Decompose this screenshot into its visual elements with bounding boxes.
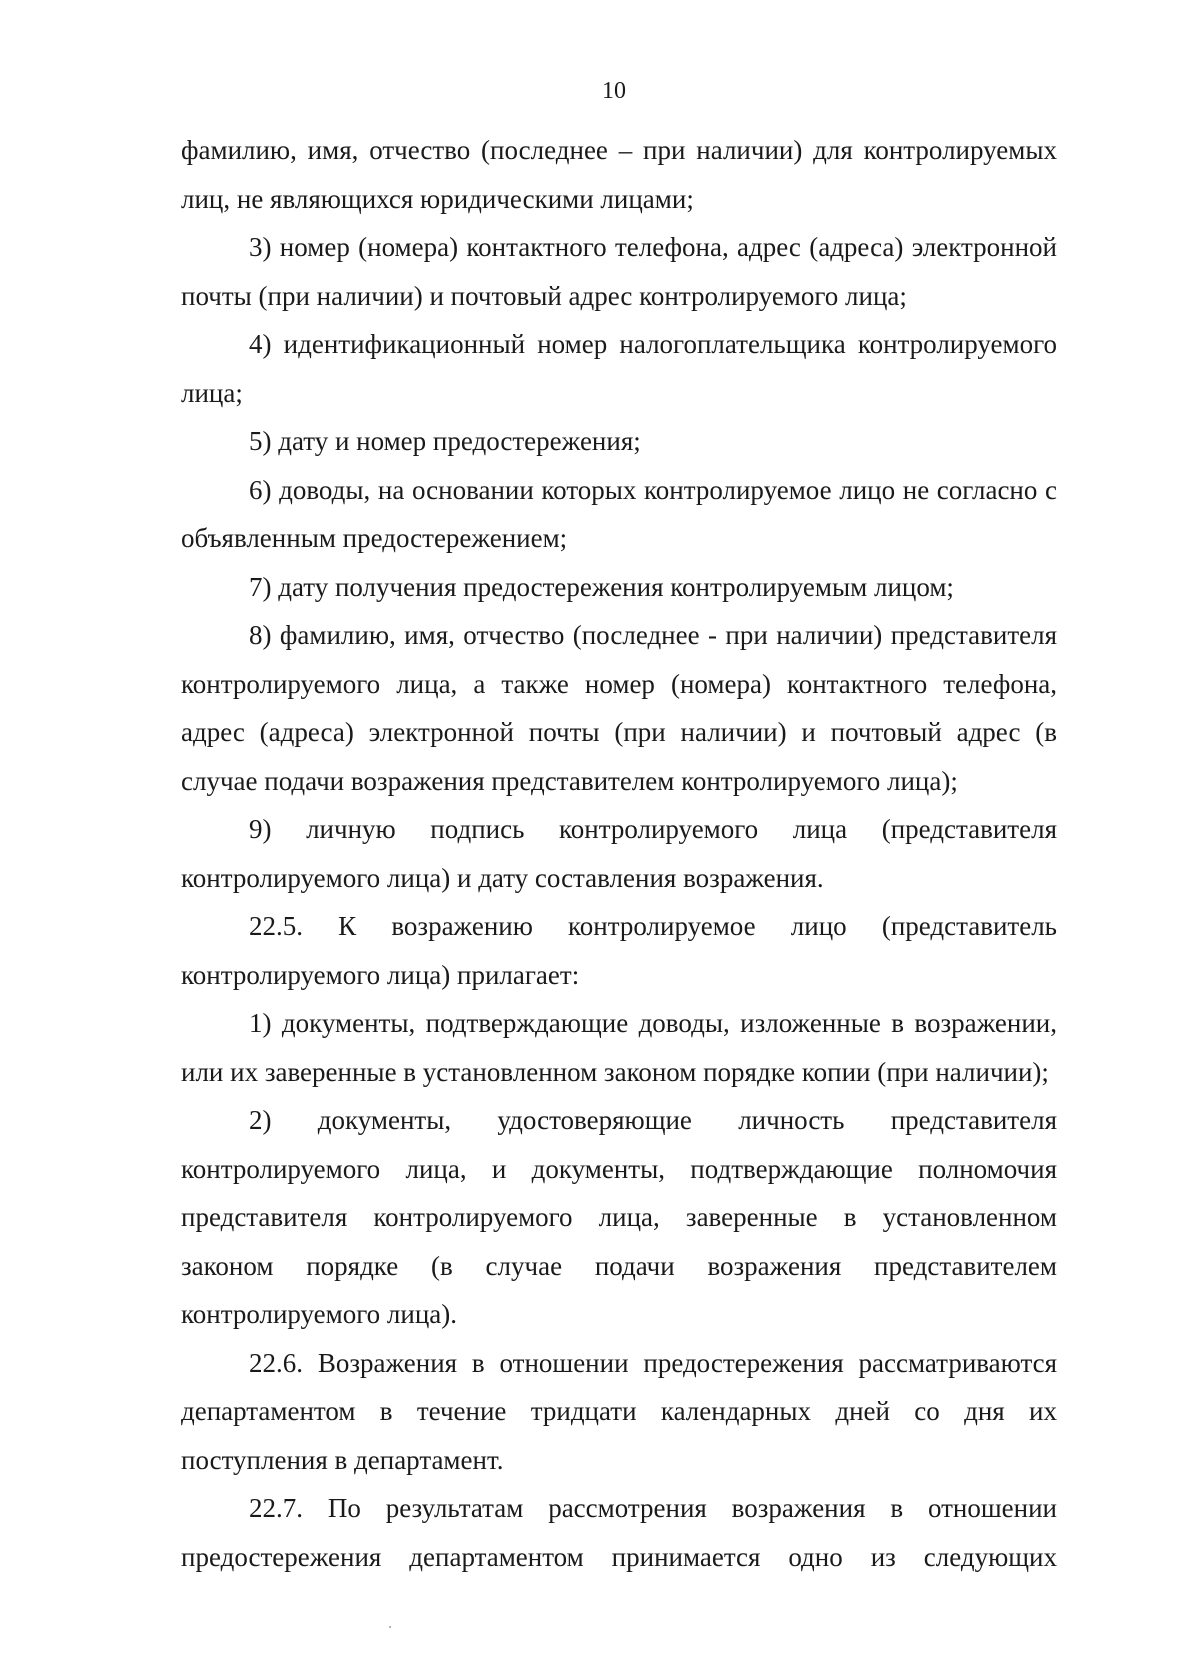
list-item-8: 8) фамилию, имя, отчество (последнее - при наличии) представителя контролируемого лица, а также номер (номера) контактного телефона, адрес (адреса) электронной почты (при наличии) и почтовый адрес (в случае подачи возражения представителем контролируемого лица); <box>181 620 1057 796</box>
attachment-item-1: 1) документы, подтверждающие доводы, изложенные в возражении, или их заверенные в установленном законом порядке копии (при наличии); <box>181 1008 1057 1087</box>
list-item-4: 4) идентификационный номер налогоплательщика контролируемого лица; <box>181 329 1057 408</box>
page-number: 10 <box>602 78 626 104</box>
paragraph-continuation: фамилию, имя, отчество (последнее – при наличии) для контролируемых лиц, не являющихся юридическими лицами; <box>181 135 1057 214</box>
list-item-5: 5) дату и номер предостережения; <box>249 426 641 456</box>
clause-22-5: 22.5. К возражению контролируемое лицо (представитель контролируемого лица) прилагает: <box>181 911 1057 990</box>
scan-speck <box>389 1626 391 1628</box>
attachment-item-2: 2) документы, удостоверяющие личность представителя контролируемого лица, и документы, подтверждающие полномочия представителя контролируемого лица, заверенные в установленном законом порядке (в случае подачи возражения представителем контролируемого лица). <box>181 1105 1057 1329</box>
clause-22-6: 22.6. Возражения в отношении предостережения рассматриваются департаментом в течение тридцати календарных дней со дня их поступления в департамент. <box>181 1347 1057 1475</box>
document-body <box>181 126 1057 1581</box>
list-item-6: 6) доводы, на основании которых контролируемое лицо не согласно с объявленным предостережением; <box>181 474 1057 553</box>
clause-22-7: 22.7. По результатам рассмотрения возражения в отношении предостережения департаментом принимается одно из следующих <box>181 1493 1057 1572</box>
list-item-7: 7) дату получения предостережения контролируемым лицом; <box>249 571 954 602</box>
list-item-3: 3) номер (номера) контактного телефона, адрес (адреса) электронной почты (при наличии) и почтовый адрес контролируемого лица; <box>181 232 1057 311</box>
list-item-9: 9) личную подпись контролируемого лица (представителя контролируемого лица) и дату составления возражения. <box>181 814 1057 893</box>
